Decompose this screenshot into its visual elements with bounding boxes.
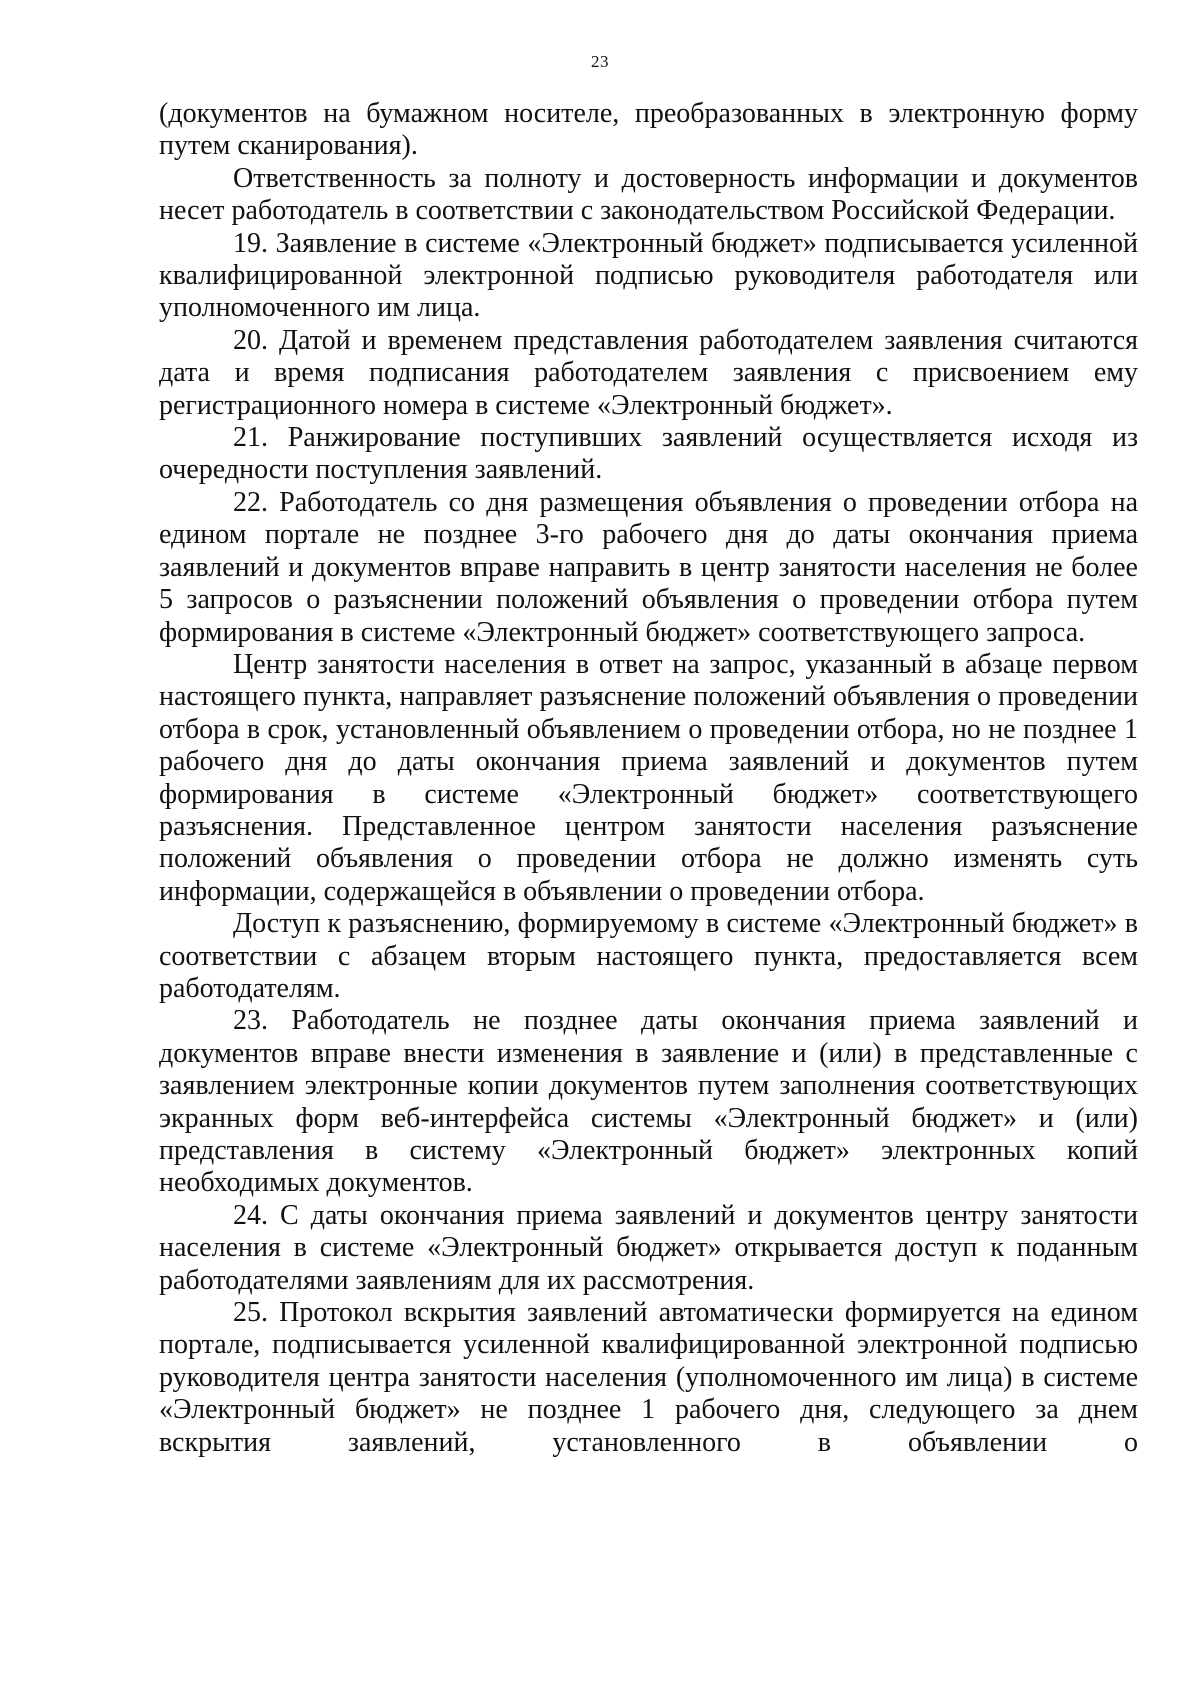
document-body: [159, 98, 1138, 1459]
paragraph-23: 23. Работодатель не позднее даты окончания приема заявлений и документов вправе внести изменения в заявление и (или) в представленные с заявлением электронные копии документов путем заполнения соответствующих экранных форм веб-интерфейса системы «Электронный бюджет» и (или) представления в систему «Электронный бюджет» электронных копий необходимых документов.: [159, 1005, 1138, 1199]
paragraph-continuation: (документов на бумажном носителе, преобразованных в электронную форму путем сканирования).: [159, 98, 1138, 162]
paragraph-22: 22. Работодатель со дня размещения объявления о проведении отбора на едином портале не позднее 3-го рабочего дня до даты окончания приема заявлений и документов вправе направить в центр занятости населения не более 5 запросов о разъяснении положений объявления о проведении отбора путем формирования в системе «Электронный бюджет» соответствующего запроса.: [159, 486, 1138, 648]
paragraph-22-clarification: Центр занятости населения в ответ на запрос, указанный в абзаце первом настоящего пункта, направляет разъяснение положений объявления о проведении отбора в срок, установленный объявлением о проведении отбора, но не позднее 1 рабочего дня до даты окончания приема заявлений и документов путем формирования в системе «Электронный бюджет» соответствующего разъяснения. Представленное центром занятости населения разъяснение положений объявления о проведении отбора не должно изменять суть информации, содержащейся в объявлении о проведении отбора.: [159, 648, 1138, 907]
paragraph-24: 24. С даты окончания приема заявлений и документов центру занятости населения в системе «Электронный бюджет» открывается доступ к поданным работодателями заявлениям для их рассмотрения.: [159, 1199, 1138, 1296]
paragraph-19: 19. Заявление в системе «Электронный бюджет» подписывается усиленной квалифицированной электронной подписью руководителя работодателя или уполномоченного им лица.: [159, 227, 1138, 324]
paragraph-22-access: Доступ к разъяснению, формируемому в системе «Электронный бюджет» в соответствии с абзацем вторым настоящего пункта, предоставляется всем работодателям.: [159, 908, 1138, 1004]
paragraph-responsibility: Ответственность за полноту и достоверность информации и документов несет работодатель в соответствии с законодательством Российской Федерации.: [159, 162, 1138, 227]
paragraph-20: 20. Датой и временем представления работодателем заявления считаются дата и время подписания работодателем заявления с присвоением ему регистрационного номера в системе «Электронный бюджет».: [159, 324, 1138, 421]
paragraph-21: 21. Ранжирование поступивших заявлений осуществляется исходя из очередности поступления заявлений.: [159, 422, 1138, 486]
page-number: 23: [591, 52, 609, 71]
paragraph-25: 25. Протокол вскрытия заявлений автоматически формируется на едином портале, подписывается усиленной квалифицированной электронной подписью руководителя центра занятости населения (уполномоченного им лица) в системе «Электронный бюджет» не позднее 1 рабочего дня, следующего за днем вскрытия заявлений, установленного в объявлении о: [159, 1297, 1138, 1458]
